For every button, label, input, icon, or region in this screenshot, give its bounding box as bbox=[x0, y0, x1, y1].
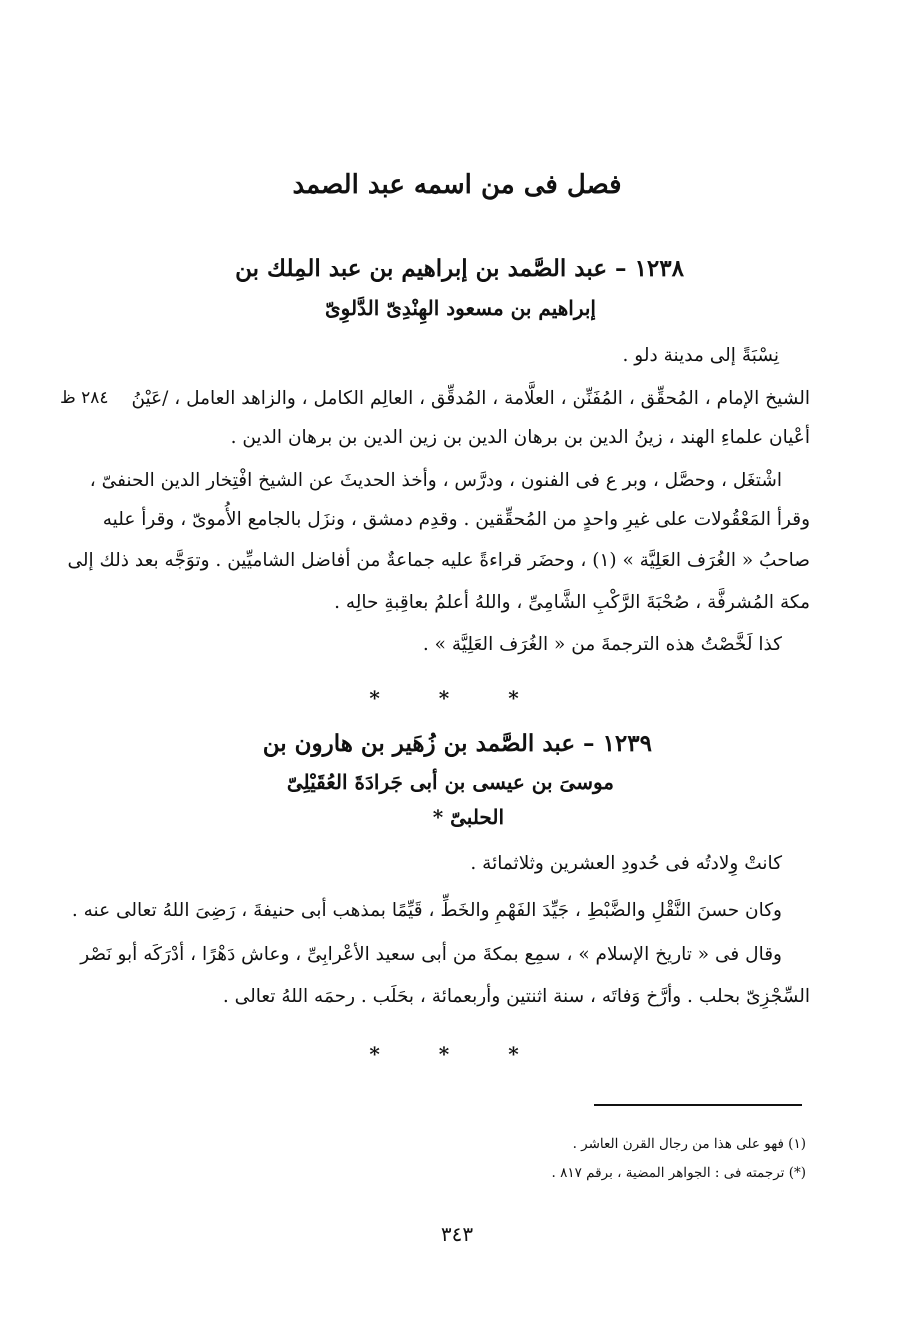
entry-1238-line: اشْتغَل ، وحصَّل ، وبر ع فى الفنون ، ودرَّس ، وأخذ الحديثَ عن الشيخ افْتِخار الدين الحنفىّ ، bbox=[89, 470, 782, 491]
entry-1238-heading-line2: إبراهيم بن مسعود الهِنْدِىّ الدَّلوِىّ bbox=[325, 296, 596, 320]
entry-1239-line: السِّجْزِىّ بحلب . وأرَّخ وَفاتَه ، سنة اثنتين وأربعمائة ، بحَلَب . رحمَه اللهُ تعالى . bbox=[222, 986, 810, 1007]
entry-1239-line: كانتْ وِلادتُه فى حُدودِ العشرين وثلاثمائة . bbox=[470, 853, 782, 874]
entry-1238-line: أعْيان علماءِ الهند ، زينُ الدين بن برهان الدين بن زين الدين بن برهان الدين . bbox=[230, 427, 810, 448]
footnote-divider bbox=[594, 1104, 802, 1106]
entry-1239-heading-line1: ١٢٣٩ – عبد الصَّمد بن زُهَير بن هارون بن bbox=[262, 730, 652, 757]
manuscript-folio-note: ٢٨٤ ظ bbox=[60, 388, 109, 408]
entry-1238-line: صاحبُ « الغُرَف العَلِيَّة » (١) ، وحضَر قراءةً عليه جماعةٌ من أفاضل الشاميِّين . وتوَجَّه بعد ذلك إلى bbox=[67, 550, 810, 571]
entry-1238-heading-line1: ١٢٣٨ – عبد الصَّمد بن إبراهيم بن عبد المِلك بن bbox=[235, 255, 684, 282]
entry-1239-heading-line3: الحلبىّ * bbox=[432, 805, 504, 829]
entry-1238-line: وقرأ المَعْقُولات على غيرِ واحدٍ من المُحقِّقين . وقدِم دمشق ، ونزَل بالجامع الأُموىّ ، وقرأ عليه bbox=[102, 509, 810, 530]
entry-1238-line: كذا لَخَّصْتُ هذه الترجمةَ من « الغُرَف العَلِيَّة » . bbox=[422, 634, 782, 655]
footnote: (*) ترجمته فى : الجواهر المضية ، برقم ٨١٧ . bbox=[551, 1165, 806, 1181]
entry-1238-line: الشيخ الإمام ، المُحقِّق ، المُفَنِّن ، العلَّامة ، المُدقِّق ، العالِم الكامل ، والزاهد العامل ، /عَيْنُ bbox=[131, 388, 810, 409]
entry-1238-line: نِسْبَةً إلى مدينة دلو . bbox=[622, 345, 779, 366]
entry-1239-line: وقال فى « تاريخ الإسلام » ، سمِع بمكةَ من أبى سعيد الأعْرابِىِّ ، وعاش دَهْرًا ، أدْرَكَه أبو نَصْر bbox=[80, 944, 782, 965]
entry-1239-line: وكان حسنَ النَّقْلِ والضَّبْطِ ، جَيِّدَ الفَهْمِ والخَطِّ ، قَيِّمًا بمذهب أبى حنيفةَ ، رَضِىَ اللهُ تعالى عنه . bbox=[71, 900, 782, 921]
entry-1238-line: مكة المُشرفَّة ، صُحْبَةَ الرَّكْبِ الشَّامِىِّ ، واللهُ أعلمُ بعاقِبةِ حالِه . bbox=[334, 592, 810, 613]
footnote: (١) فهو على هذا من رجال القرن العاشر . bbox=[572, 1136, 806, 1152]
page-number: ٣٤٣ bbox=[440, 1222, 474, 1246]
section-separator: * * * bbox=[369, 1042, 545, 1066]
chapter-title: فصل فى من اسمه عبد الصمد bbox=[292, 170, 622, 200]
entry-1239-heading-line2: موسىَ بن عيسى بن أبى جَرادَةَ العُقَيْلِىّ bbox=[286, 770, 614, 794]
section-separator: * * * bbox=[369, 686, 545, 710]
